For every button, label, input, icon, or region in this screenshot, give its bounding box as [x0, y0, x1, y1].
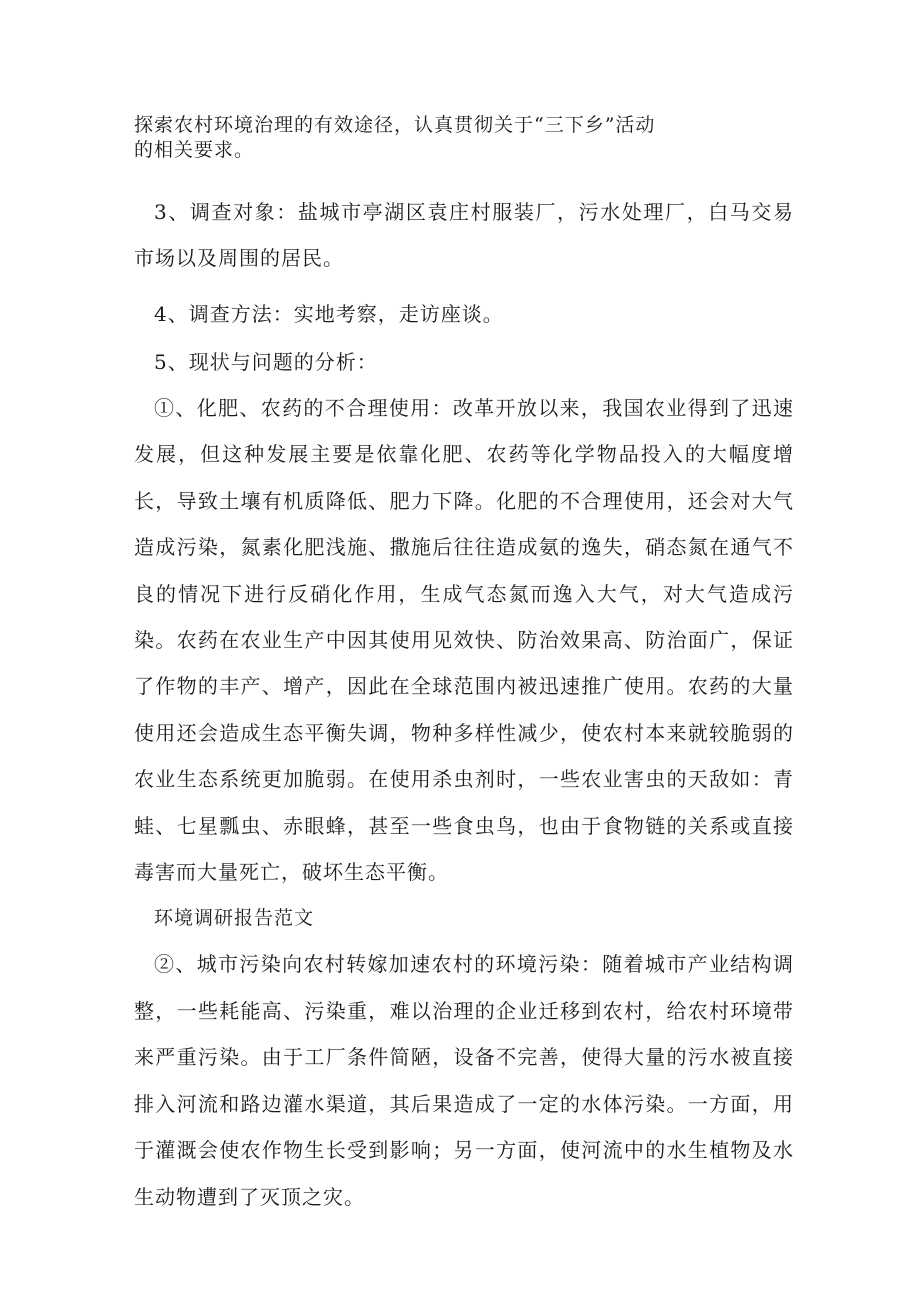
section-survey-method: 4、调查方法：实地考察，走访座谈。 — [154, 302, 504, 326]
section-survey-target: 3、调查对象：盐城市亭湖区袁庄村服装厂，污水处理厂，白马交易市场以及周围的居民。 — [134, 200, 794, 270]
intro-line-1: 探索农村环境治理的有效途径，认真贯彻关于“三下乡”活动 — [134, 114, 656, 136]
section-analysis-heading: 5、现状与问题的分析： — [154, 350, 378, 374]
intro-line-2: 的相关要求。 — [134, 139, 255, 161]
section-fertilizer-pesticide: ①、化肥、农药的不合理使用：改革开放以来，我国农业得到了迅速发展，但这种发展主要是依靠化肥、农药等化学物品投入的大幅度增长，导致土壤有机质降低、肥力下降。化肥的不合理使用，还会对大气造成污染，氮素化肥浅施、撒施后往往造成氨的逸失，硝态氮在通气不良的情况下进行反硝化作用，生成气态氮而逸入大气，对大气造成污染。农药在农业生产中因其使用见效快、防治效果高、防治面广，保证了作物的丰产、增产，因此在全球范围内被迅速推广使用。农药的大量使用还会造成生态平衡失调，物种多样性减少，使农村本来就较脆弱的农业生态系统更加脆弱。在使用杀虫剂时，一些农业害虫的天敌如：青蛙、七星瓢虫、赤眼蜂，甚至一些食虫鸟，也由于食物链的关系或直接毒害而大量死亡，破坏生态平衡。 — [134, 396, 794, 885]
section-urban-pollution: ②、城市污染向农村转嫁加速农村的环境污染：随着城市产业结构调整，一些耗能高、污染重，难以治理的企业迁移到农村，给农村环境带来严重污染。由于工厂条件简陋，设备不完善，使得大量的污水被直接排入河流和路边灌水渠道，其后果造成了一定的水体污染。一方面，用于灌溉会使农作物生长受到影响；另一方面，使河流中的水生植物及水生动物遭到了灭顶之灾。 — [134, 952, 794, 1209]
section-inline-title: 环境调研报告范文 — [154, 907, 315, 930]
document-body — [134, 114, 794, 1220]
